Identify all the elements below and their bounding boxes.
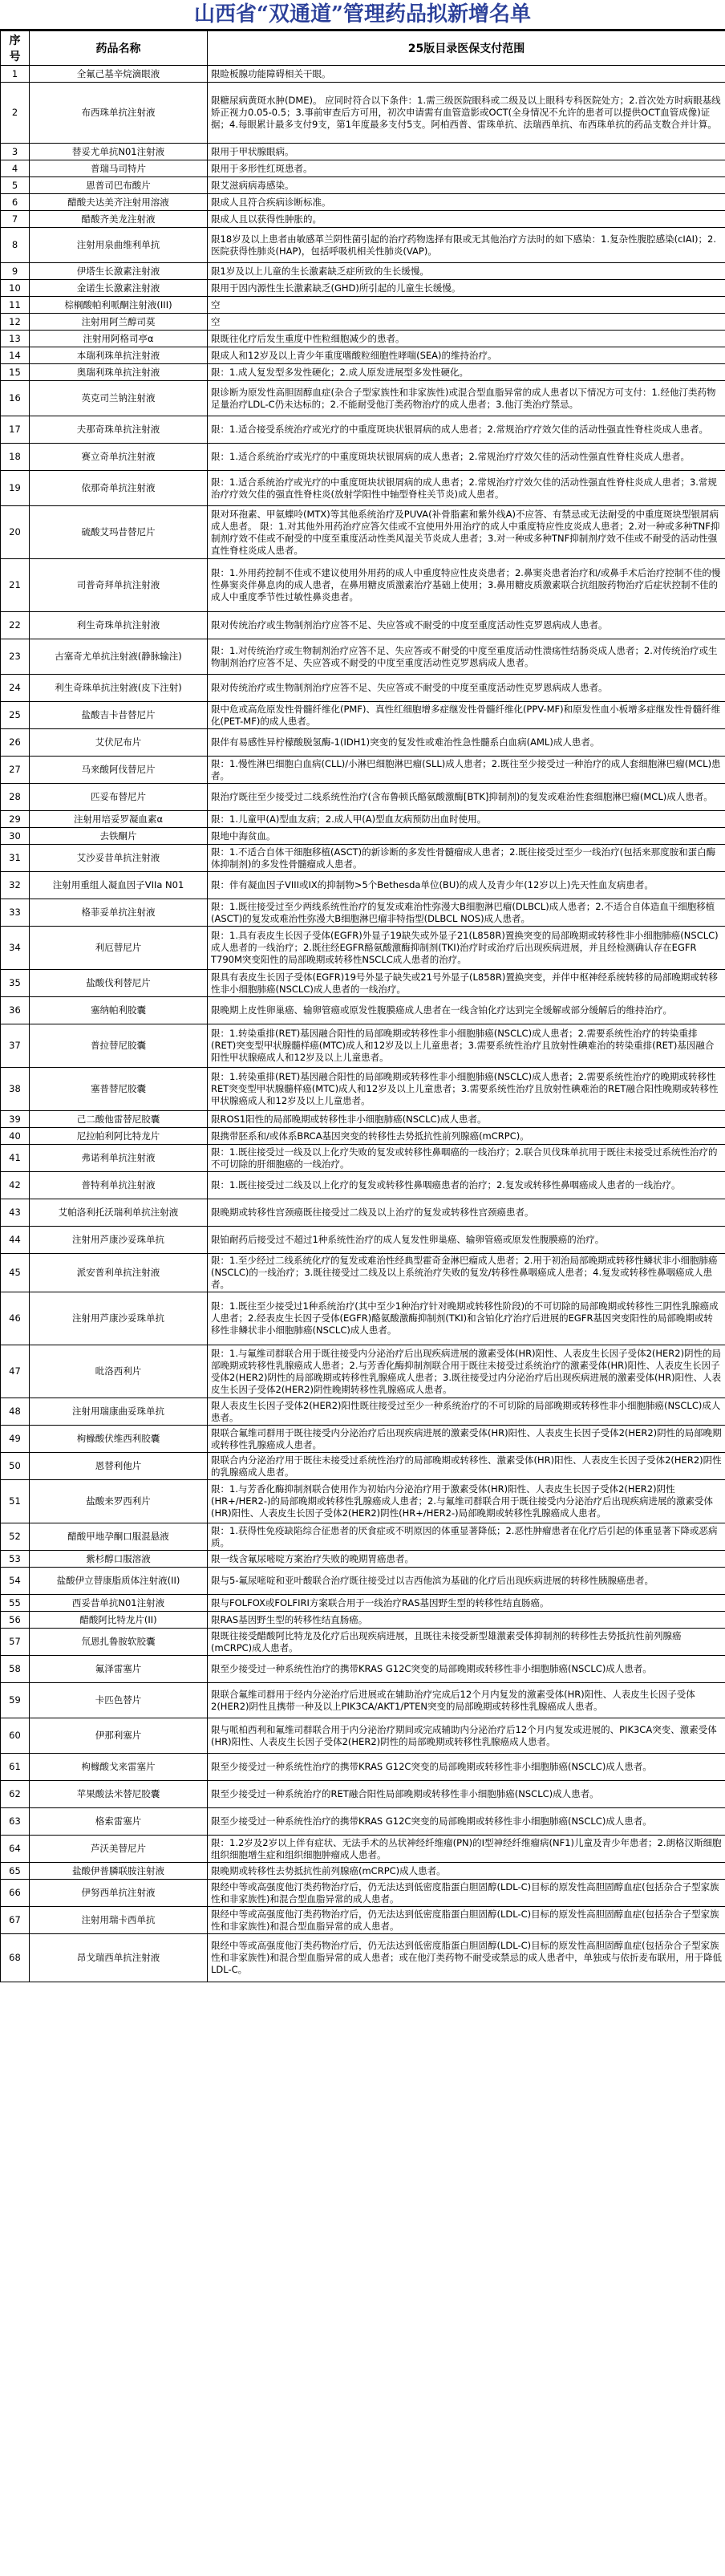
- drug-name: 苹果酸法米替尼胶囊: [30, 1781, 208, 1808]
- payment-scope: 限对传统治疗或生物制剂治疗应答不足、失应答或不耐受的中度至重度活动性克罗恩病成人患者。: [208, 675, 725, 702]
- table-row: [1, 416, 725, 444]
- row-seq: 46: [1, 1292, 30, 1345]
- row-seq: 43: [1, 1199, 30, 1227]
- table-row: [1, 1754, 725, 1781]
- row-seq: 53: [1, 1551, 30, 1568]
- table-row: [1, 1111, 725, 1128]
- drug-name: 去铁酮片: [30, 828, 208, 845]
- table-row: [1, 757, 725, 784]
- table-row: [1, 444, 725, 471]
- row-seq: 60: [1, 1718, 30, 1754]
- row-seq: 35: [1, 970, 30, 997]
- payment-scope: 限与FOLFOX或FOLFIRI方案联合用于一线治疗RAS基因野生型的转移性结直肠癌。: [208, 1595, 725, 1612]
- row-seq: 25: [1, 702, 30, 729]
- row-seq: 37: [1, 1024, 30, 1068]
- drug-name: 伊努西单抗注射液: [30, 1880, 208, 1907]
- drug-name: 昂戈瑞西单抗注射液: [30, 1934, 208, 1982]
- drug-name: 格索雷塞片: [30, 1808, 208, 1836]
- table-row: [1, 1836, 725, 1863]
- table-row: [1, 263, 725, 280]
- payment-scope: 限成人且符合疾病诊断标准。: [208, 194, 725, 211]
- drug-name: 普拉替尼胶囊: [30, 1024, 208, 1068]
- drug-name: 氘恩扎鲁胺软胶囊: [30, 1629, 208, 1656]
- row-seq: 20: [1, 506, 30, 559]
- payment-scope: 限：1.既往接受过至少两线系统性治疗的复发或难治性弥漫大B细胞淋巴瘤(DLBCL)成人患者；2.不适合自体造血干细胞移植(ASCT)的复发或难治性弥漫大B细胞淋巴瘤非特指型(DLBCL NOS)成人患者。: [208, 899, 725, 927]
- drug-name: 盐酸伊普膦联胺注射液: [30, 1863, 208, 1880]
- payment-scope: 限睑板腺功能障碍相关干眼。: [208, 66, 725, 83]
- row-seq: 52: [1, 1523, 30, 1551]
- row-seq: 63: [1, 1808, 30, 1836]
- table-row: [1, 506, 725, 559]
- payment-scope: 限：1.适合系统治疗或光疗的中重度斑块状银屑病的成人患者；2.常规治疗疗效欠佳的活动性强直性脊柱炎成人患者。: [208, 444, 725, 471]
- table-row: [1, 1172, 725, 1199]
- drug-name: 塞普替尼胶囊: [30, 1068, 208, 1111]
- row-seq: 21: [1, 559, 30, 612]
- drug-name: 注射用瑞卡西单抗: [30, 1907, 208, 1934]
- table-row: [1, 211, 725, 228]
- payment-scope: 限联合氟维司群用于经内分泌治疗后进展或在辅助治疗完成后12个月内复发的激素受体(HR)阳性、人表皮生长因子受体2(HER2)阴性且携带一种及以上PIK3CA/AKT1/PTEN突变的局部晚期或转移性乳腺癌成人患者。: [208, 1683, 725, 1718]
- row-seq: 32: [1, 872, 30, 899]
- drug-name: 利生奇珠单抗注射液: [30, 612, 208, 639]
- drug-name: 伊那利塞片: [30, 1718, 208, 1754]
- drug-name: 盐酸来罗西利片: [30, 1480, 208, 1523]
- table-row: [1, 331, 725, 347]
- row-seq: 67: [1, 1907, 30, 1934]
- payment-scope: 限诊断为原发性高胆固醇血症(杂合子型家族性和非家族性)或混合型血脂异常的成人患者以下情况方可支付：1.经他汀类药物足量治疗LDL-C仍未达标的；2.不能耐受他汀类药物治疗的成人患者；3.他汀类治疗禁忌。: [208, 381, 725, 416]
- payment-scope: 限：1.既往至少接受过1种系统治疗(其中至少1种治疗针对晚期或转移性阶段)的不可切除的局部晚期或转移性三阴性乳腺癌成人患者；2.经表皮生长因子受体(EGFR)酪氨酸激酶抑制剂(TKI)和含铂化疗治疗后进展的EGFR基因突变阳性的局部晚期或转移性非鳞状非小细胞肺癌(NSCLC)成人患者。: [208, 1292, 725, 1345]
- drug-name: 艾沙妥昔单抗注射液: [30, 845, 208, 872]
- drug-name: 注射用重组人凝血因子VIIa N01: [30, 872, 208, 899]
- table-row: [1, 1145, 725, 1172]
- row-seq: 57: [1, 1629, 30, 1656]
- row-seq: 48: [1, 1398, 30, 1426]
- drug-name: 醋酸齐美龙注射液: [30, 211, 208, 228]
- row-seq: 3: [1, 144, 30, 160]
- payment-scope: 限携带胚系和/或体系BRCA基因突变的转移性去势抵抗性前列腺癌(mCRPC)。: [208, 1128, 725, 1145]
- payment-scope: 限：1.既往接受过一线及以上化疗失败的复发或转移性鼻咽癌的一线治疗；2.联合贝伐珠单抗用于既往未接受过系统性治疗的不可切除的肝细胞癌的一线治疗。: [208, 1145, 725, 1172]
- table-row: [1, 828, 725, 845]
- payment-scope: 限对环孢素、甲氨蝶呤(MTX)等其他系统治疗及PUVA(补骨脂素和紫外线A)不应答、有禁忌或无法耐受的中重度斑块型银屑病成人患者。 限：1.对其他外用药治疗应答欠佳或不宜使用外用治疗的成人中重度特应性皮炎成人患者；2.对一种或多种TNF抑制剂疗效不佳或不耐受的中度至重度活动性类风湿关节炎成人患者；3.对一种或多种TNF抑制剂疗效不佳或不耐受的活动性强直性脊柱炎成人患者。: [208, 506, 725, 559]
- row-seq: 56: [1, 1612, 30, 1629]
- drug-list-table: [0, 30, 725, 1982]
- drug-name: 塞纳帕利胶囊: [30, 997, 208, 1024]
- payment-scope: 限：1.对传统治疗或生物制剂治疗应答不足、失应答或不耐受的中度至重度活动性溃疡性结肠炎成人患者；2.对传统治疗或生物制剂治疗应答不足、失应答或不耐受的中度至重度活动性克罗恩病成人患者。: [208, 639, 725, 675]
- table-row: [1, 194, 725, 211]
- drug-name: 依那奇单抗注射液: [30, 471, 208, 506]
- drug-name: 布西珠单抗注射液: [30, 83, 208, 144]
- row-seq: 15: [1, 364, 30, 381]
- header-seq: 序号: [1, 31, 30, 66]
- table-row: [1, 347, 725, 364]
- payment-scope: 空: [208, 297, 725, 314]
- drug-name: 奥瑞利珠单抗注射液: [30, 364, 208, 381]
- drug-name: 匹妥布替尼片: [30, 784, 208, 811]
- row-seq: 23: [1, 639, 30, 675]
- table-row: [1, 559, 725, 612]
- table-row: [1, 1480, 725, 1523]
- row-seq: 7: [1, 211, 30, 228]
- drug-name: 盐酸伊立替康脂质体注射液(II): [30, 1568, 208, 1595]
- payment-scope: 限至少接受过一种系统治疗的RET融合阳性局部晚期或转移性非小细胞肺癌(NSCLC)成人患者。: [208, 1781, 725, 1808]
- drug-name: 艾帕洛利托沃瑞利单抗注射液: [30, 1199, 208, 1227]
- table-row: [1, 1808, 725, 1836]
- row-seq: 50: [1, 1453, 30, 1480]
- table-row: [1, 280, 725, 297]
- row-seq: 65: [1, 1863, 30, 1880]
- header-drug-name: 药品名称: [30, 31, 208, 66]
- drug-name: 己二酸他雷替尼胶囊: [30, 1111, 208, 1128]
- drug-name: 枸橼酸伏维西利胶囊: [30, 1426, 208, 1453]
- payment-scope: 限经中等或高强度他汀类药物治疗后，仍无法达到低密度脂蛋白胆固醇(LDL-C)目标的原发性高胆固醇血症(包括杂合子型家族性和非家族性)和混合型血脂异常的成人患者。: [208, 1880, 725, 1907]
- payment-scope: 限至少接受过一种系统性治疗的携带KRAS G12C突变的局部晚期或转移性非小细胞肺癌(NSCLC)成人患者。: [208, 1754, 725, 1781]
- drug-name: 伊塔生长激素注射液: [30, 263, 208, 280]
- drug-name: 吡洛西利片: [30, 1345, 208, 1398]
- table-row: [1, 1907, 725, 1934]
- payment-scope: 限伴有易感性异柠檬酸脱氢酶-1(IDH1)突变的复发性或难治性急性髓系白血病(AML)成人患者。: [208, 729, 725, 757]
- payment-scope: 限用于甲状腺眼病。: [208, 144, 725, 160]
- payment-scope: 限：1.儿童甲(A)型血友病；2.成人甲(A)型血友病预防出血时使用。: [208, 811, 725, 828]
- payment-scope: 限：1.转染重排(RET)基因融合阳性的局部晚期或转移性非小细胞肺癌(NSCLC)成人患者；2.需要系统性治疗的转染重排(RET)突变型甲状腺髓样癌(MTC)成人和12岁及以上儿童患者；3.需要系统性治疗且放射性碘难治的转染重排(RET)基因融合阳性甲状腺癌成人和12岁及以上儿童患者。: [208, 1024, 725, 1068]
- payment-scope: 限：1.既往接受过二线及以上化疗的复发或转移性鼻咽癌患者的治疗；2.复发或转移性鼻咽癌成人患者的一线治疗。: [208, 1172, 725, 1199]
- page-title: 山西省“双通道”管理药品拟新增名单: [0, 0, 725, 30]
- table-row: [1, 1612, 725, 1629]
- row-seq: 58: [1, 1656, 30, 1683]
- row-seq: 1: [1, 66, 30, 83]
- payment-scope: 限：1.适合接受系统治疗或光疗的中重度斑块状银屑病的成人患者；2.常规治疗疗效欠佳的活动性强直性脊柱炎成人患者。: [208, 416, 725, 444]
- payment-scope: 限晚期或转移性宫颈癌既往接受过二线及以上治疗的复发或转移性宫颈癌患者。: [208, 1199, 725, 1227]
- row-seq: 64: [1, 1836, 30, 1863]
- drug-name: 氟泽雷塞片: [30, 1656, 208, 1683]
- payment-scope: 限18岁及以上患者由敏感革兰阴性菌引起的治疗药物选择有限或无其他治疗方法时的如下感染：1.复杂性腹腔感染(cIAI)；2.医院获得性肺炎(HAP)，包括呼吸机相关性肺炎(VAP)。: [208, 228, 725, 263]
- payment-scope: 空: [208, 314, 725, 331]
- drug-name: 利生奇珠单抗注射液(皮下注射): [30, 675, 208, 702]
- drug-name: 注射用泉曲维利单抗: [30, 228, 208, 263]
- table-row: [1, 899, 725, 927]
- table-row: [1, 612, 725, 639]
- row-seq: 2: [1, 83, 30, 144]
- table-row: [1, 381, 725, 416]
- payment-scope: 限与哌柏西利和氟维司群联合用于内分泌治疗期间或完成辅助内分泌治疗后12个月内复发或进展的、PIK3CA突变、激素受体(HR)阳性、人表皮生长因子受体2(HER2)阴性的局部晚期或转移性乳腺癌成人患者。: [208, 1718, 725, 1754]
- table-row: [1, 1128, 725, 1145]
- table-row: [1, 927, 725, 970]
- drug-name: 金诺生长激素注射液: [30, 280, 208, 297]
- drug-name: 枸橼酸戈来雷塞片: [30, 1754, 208, 1781]
- row-seq: 45: [1, 1254, 30, 1292]
- payment-scope: 限铂耐药后接受过不超过1种系统性治疗的成人复发性卵巢癌、输卵管癌或原发性腹膜癌的治疗。: [208, 1227, 725, 1254]
- drug-name: 普特利单抗注射液: [30, 1172, 208, 1199]
- payment-scope: 限既往化疗后发生重度中性粒细胞减少的患者。: [208, 331, 725, 347]
- payment-scope: 限地中海贫血。: [208, 828, 725, 845]
- row-seq: 49: [1, 1426, 30, 1453]
- payment-scope: 限成人和12岁及以上青少年重度嗜酸粒细胞性哮喘(SEA)的维持治疗。: [208, 347, 725, 364]
- table-row: [1, 1292, 725, 1345]
- drug-name: 弗诺利单抗注射液: [30, 1145, 208, 1172]
- table-row: [1, 314, 725, 331]
- payment-scope: 限与5-氟尿嘧啶和亚叶酸联合治疗既往接受过以吉西他滨为基础的化疗后出现疾病进展的转移性胰腺癌患者。: [208, 1568, 725, 1595]
- row-seq: 6: [1, 194, 30, 211]
- payment-scope: 限治疗既往至少接受过二线系统性治疗(含布鲁顿氏酪氨酸激酶[BTK]抑制剂)的复发或难治性套细胞淋巴瘤(MCL)成人患者。: [208, 784, 725, 811]
- table-row: [1, 1781, 725, 1808]
- drug-name: 注射用阿格司亭α: [30, 331, 208, 347]
- row-seq: 42: [1, 1172, 30, 1199]
- drug-name: 赛立奇单抗注射液: [30, 444, 208, 471]
- payment-scope: 限联合氟维司群用于既往接受内分泌治疗后出现疾病进展的激素受体(HR)阳性、人表皮生长因子受体2(HER2)阴性的局部晚期或转移性乳腺癌成人患者。: [208, 1426, 725, 1453]
- table-row: [1, 997, 725, 1024]
- drug-name: 注射用瑞康曲妥珠单抗: [30, 1398, 208, 1426]
- table-row: [1, 471, 725, 506]
- drug-name: 艾伏尼布片: [30, 729, 208, 757]
- table-row: [1, 1880, 725, 1907]
- row-seq: 59: [1, 1683, 30, 1718]
- table-row: [1, 228, 725, 263]
- drug-name: 醋酸夫达美齐注射用溶液: [30, 194, 208, 211]
- table-row: [1, 1068, 725, 1111]
- payment-scope: 限：1.慢性淋巴细胞白血病(CLL)/小淋巴细胞淋巴瘤(SLL)成人患者；2.既往至少接受过一种治疗的成人套细胞淋巴瘤(MCL)患者。: [208, 757, 725, 784]
- table-row: [1, 675, 725, 702]
- drug-name: 硫酸艾玛昔替尼片: [30, 506, 208, 559]
- payment-scope: 限：1.转染重排(RET)基因融合阳性的局部晚期或转移性非小细胞肺癌(NSCLC)成人患者；2.需要系统性治疗的晚期或转移性RET突变型甲状腺髓样癌(MTC)成人和12岁及以上儿童患者；3.需要系统性治疗且放射性碘难治的RET融合阳性晚期或转移性甲状腺癌成人和12岁及以上儿童患者。: [208, 1068, 725, 1111]
- payment-scope: 限人表皮生长因子受体2(HER2)阳性既往接受过至少一种系统治疗的不可切除的局部晚期或转移性非小细胞肺癌(NSCLC)成人患者。: [208, 1398, 725, 1426]
- drug-name: 注射用芦康沙妥珠单抗: [30, 1227, 208, 1254]
- payment-scope: 限：1.至少经过二线系统化疗的复发或难治性经典型霍奇金淋巴瘤成人患者；2.用于初治局部晚期或转移性鳞状非小细胞肺癌(NSCLC)的一线治疗；3.既往接受过二线及以上系统治疗失败的复发/转移性鼻咽癌成人患者；4.复发或转移性鼻咽癌成人患者。: [208, 1254, 725, 1292]
- row-seq: 54: [1, 1568, 30, 1595]
- table-row: [1, 1683, 725, 1718]
- drug-name: 卡匹色替片: [30, 1683, 208, 1718]
- table-row: [1, 83, 725, 144]
- row-seq: 41: [1, 1145, 30, 1172]
- drug-name: 格菲妥单抗注射液: [30, 899, 208, 927]
- row-seq: 8: [1, 228, 30, 263]
- drug-name: 紫杉醇口服溶液: [30, 1551, 208, 1568]
- payment-scope: 限艾滋病病毒感染。: [208, 177, 725, 194]
- row-seq: 14: [1, 347, 30, 364]
- table-row: [1, 1629, 725, 1656]
- table-row: [1, 1426, 725, 1453]
- row-seq: 27: [1, 757, 30, 784]
- row-seq: 11: [1, 297, 30, 314]
- payment-scope: 限：1.与芳香化酶抑制剂联合使用作为初始内分泌治疗用于激素受体(HR)阳性、人表皮生长因子受体2(HER2)阴性(HR+/HER2-)的局部晚期或转移性乳腺癌成人患者；2.与氟维司群联合用于既往接受内分泌治疗后出现疾病进展的激素受体(HR)阳性、人表皮生长因子受体2(HER2)阴性(HR+/HER2-)局部晚期或转移性乳腺癌成人患者。: [208, 1480, 725, 1523]
- row-seq: 44: [1, 1227, 30, 1254]
- payment-scope: 限至少接受过一种系统性治疗的携带KRAS G12C突变的局部晚期或转移性非小细胞肺癌(NSCLC)成人患者。: [208, 1656, 725, 1683]
- drug-name: 司普奇拜单抗注射液: [30, 559, 208, 612]
- payment-scope: 限经中等或高强度他汀类药物治疗后，仍无法达到低密度脂蛋白胆固醇(LDL-C)目标的原发性高胆固醇血症(包括杂合子型家族性和非家族性)和混合型血脂异常的成人患者。: [208, 1907, 725, 1934]
- table-row: [1, 970, 725, 997]
- row-seq: 33: [1, 899, 30, 927]
- row-seq: 30: [1, 828, 30, 845]
- drug-name: 注射用芦康沙妥珠单抗: [30, 1292, 208, 1345]
- drug-name: 马来酸阿伐替尼片: [30, 757, 208, 784]
- table-row: [1, 1934, 725, 1982]
- row-seq: 18: [1, 444, 30, 471]
- payment-scope: 限：1.适合系统治疗或光疗的中重度斑块状银屑病的成人患者；2.常规治疗疗效欠佳的活动性强直性脊柱炎成人患者；3.常规治疗疗效欠佳的强直性脊柱炎(放射学阳性中轴型脊柱关节炎)成人患者。: [208, 471, 725, 506]
- row-seq: 62: [1, 1781, 30, 1808]
- payment-scope: 限：1.具有表皮生长因子受体(EGFR)外显子19缺失或外显子21(L858R)置换突变的局部晚期或转移性非小细胞肺癌(NSCLC)成人患者的一线治疗；2.既往经EGFR酪氨酸激酶抑制剂(TKI)治疗时或治疗后出现疾病进展，并且经检测确认存在EGFR T790M突变阳性的局部晚期或转移性NSCLC成人患者的治疗。: [208, 927, 725, 970]
- table-row: [1, 1453, 725, 1480]
- drug-name: 本瑞利珠单抗注射液: [30, 347, 208, 364]
- row-seq: 66: [1, 1880, 30, 1907]
- payment-scope: 限对传统治疗或生物制剂治疗应答不足、失应答或不耐受的中度至重度活动性克罗恩病成人患者。: [208, 612, 725, 639]
- row-seq: 17: [1, 416, 30, 444]
- drug-name: 恩普司巴布酸片: [30, 177, 208, 194]
- row-seq: 68: [1, 1934, 30, 1982]
- table-row: [1, 845, 725, 872]
- drug-name: 注射用培妥罗凝血素α: [30, 811, 208, 828]
- table-row: [1, 702, 725, 729]
- table-row: [1, 144, 725, 160]
- drug-name: 醋酸阿比特龙片(II): [30, 1612, 208, 1629]
- table-row: [1, 811, 725, 828]
- row-seq: 34: [1, 927, 30, 970]
- payment-scope: 限糖尿病黄斑水肿(DME)。 应同时符合以下条件：1.需三级医院眼科或二级及以上眼科专科医院处方；2.首次处方时病眼基线矫正视力0.05-0.5；3.事前审查后方可用，初次申请需有血管造影或OCT(全身情况不允许的患者可以提供OCT血管成像)证据；4.每眼累计最多支付9支，第1年度最多支付5支。阿柏西普、雷珠单抗、法瑞西单抗、布西珠单抗的药品支数合并计算。: [208, 83, 725, 144]
- row-seq: 29: [1, 811, 30, 828]
- drug-name: 英克司兰钠注射液: [30, 381, 208, 416]
- table-row: [1, 66, 725, 83]
- header-payment-scope: 25版目录医保支付范围: [208, 31, 725, 66]
- row-seq: 5: [1, 177, 30, 194]
- payment-scope: 限中危或高危原发性骨髓纤维化(PMF)、真性红细胞增多症继发性骨髓纤维化(PPV-MF)和原发性血小板增多症继发性骨髓纤维化(PET-MF)的成人患者。: [208, 702, 725, 729]
- payment-scope: 限：1.获得性免疫缺陷综合征患者的厌食症或不明原因的体重显著降低；2.恶性肿瘤患者在化疗后引起的体重显著下降或恶病质。: [208, 1523, 725, 1551]
- payment-scope: 限成人且以获得性肿胀的。: [208, 211, 725, 228]
- drug-name: 西妥昔单抗N01注射液: [30, 1595, 208, 1612]
- table-row: [1, 1254, 725, 1292]
- drug-name: 恩替利他片: [30, 1453, 208, 1480]
- row-seq: 31: [1, 845, 30, 872]
- payment-scope: 限经中等或高强度他汀类药物治疗后，仍无法达到低密度脂蛋白胆固醇(LDL-C)目标的原发性高胆固醇血症(包括杂合子型家族性和非家族性)和混合型血脂异常的成人患者；或在他汀类药物不耐受或禁忌的成人患者中，单独或与依折麦布联用，用于降低LDL-C。: [208, 1934, 725, 1982]
- row-seq: 61: [1, 1754, 30, 1781]
- table-header-row: [1, 31, 725, 66]
- row-seq: 36: [1, 997, 30, 1024]
- table-row: [1, 177, 725, 194]
- table-row: [1, 1863, 725, 1880]
- table-row: [1, 1523, 725, 1551]
- table-row: [1, 160, 725, 177]
- row-seq: 51: [1, 1480, 30, 1523]
- table-row: [1, 1398, 725, 1426]
- drug-name: 普瑞马司特片: [30, 160, 208, 177]
- table-row: [1, 1568, 725, 1595]
- drug-name: 利厄替尼片: [30, 927, 208, 970]
- payment-scope: 限用于多形性红斑患者。: [208, 160, 725, 177]
- row-seq: 19: [1, 471, 30, 506]
- table-row: [1, 1227, 725, 1254]
- payment-scope: 限1岁及以上儿童的生长激素缺乏症所致的生长缓慢。: [208, 263, 725, 280]
- row-seq: 47: [1, 1345, 30, 1398]
- table-row: [1, 872, 725, 899]
- row-seq: 9: [1, 263, 30, 280]
- payment-scope: 限晚期或转移性去势抵抗性前列腺癌(mCRPC)成人患者。: [208, 1863, 725, 1880]
- payment-scope: 限一线含氟尿嘧啶方案治疗失败的晚期胃癌患者。: [208, 1551, 725, 1568]
- table-row: [1, 1718, 725, 1754]
- payment-scope: 限：1.成人复发型多发性硬化；2.成人原发进展型多发性硬化。: [208, 364, 725, 381]
- drug-name: 替妥尤单抗N01注射液: [30, 144, 208, 160]
- table-row: [1, 1199, 725, 1227]
- table-row: [1, 297, 725, 314]
- row-seq: 13: [1, 331, 30, 347]
- payment-scope: 限ROS1阳性的局部晚期或转移性非小细胞肺癌(NSCLC)成人患者。: [208, 1111, 725, 1128]
- table-row: [1, 1551, 725, 1568]
- row-seq: 12: [1, 314, 30, 331]
- payment-scope: 限：1.与氟维司群联合用于既往接受内分泌治疗后出现疾病进展的激素受体(HR)阳性、人表皮生长因子受体2(HER2)阴性的局部晚期或转移性乳腺癌成人患者；2.与芳香化酶抑制剂联合用于既往未接受过系统治疗的激素受体(HR)阳性、人表皮生长因子受体2(HER2)阴性的局部晚期或转移性乳腺癌成人患者；3.既往接受过内分泌治疗后出现疾病进展的激素受体(HR)阳性、人表皮生长因子受体2(HER2)阴性晚期转移性乳腺癌成人患者。: [208, 1345, 725, 1398]
- drug-name: 醋酸甲地孕酮口服混悬液: [30, 1523, 208, 1551]
- payment-scope: 限晚期上皮性卵巢癌、输卵管癌或原发性腹膜癌成人患者在一线含铂化疗达到完全缓解或部分缓解后的维持治疗。: [208, 997, 725, 1024]
- drug-name: 盐酸伐利替尼片: [30, 970, 208, 997]
- payment-scope: 限具有表皮生长因子受体(EGFR)19号外显子缺失或21号外显子(L858R)置换突变，并伴中枢神经系统转移的局部晚期或转移性非小细胞肺癌(NSCLC)成人患者的一线治疗。: [208, 970, 725, 997]
- drug-name: 尼拉帕利阿比特龙片: [30, 1128, 208, 1145]
- row-seq: 55: [1, 1595, 30, 1612]
- payment-scope: 限至少接受过一种系统性治疗的携带KRAS G12C突变的局部晚期或转移性非小细胞肺癌(NSCLC)成人患者。: [208, 1808, 725, 1836]
- drug-name: 全氟己基辛烷滴眼液: [30, 66, 208, 83]
- table-row: [1, 1656, 725, 1683]
- drug-name: 芦沃美替尼片: [30, 1836, 208, 1863]
- row-seq: 39: [1, 1111, 30, 1128]
- table-row: [1, 1345, 725, 1398]
- payment-scope: 限RAS基因野生型的转移性结直肠癌。: [208, 1612, 725, 1629]
- row-seq: 22: [1, 612, 30, 639]
- drug-name: 古塞奇尤单抗注射液(静脉输注): [30, 639, 208, 675]
- row-seq: 28: [1, 784, 30, 811]
- drug-name: 棕榈酸帕利哌酮注射液(III): [30, 297, 208, 314]
- drug-name: 盐酸吉卡昔替尼片: [30, 702, 208, 729]
- table-row: [1, 784, 725, 811]
- table-row: [1, 729, 725, 757]
- table-row: [1, 1024, 725, 1068]
- table-row: [1, 364, 725, 381]
- row-seq: 40: [1, 1128, 30, 1145]
- payment-scope: 限：1.不适合自体干细胞移植(ASCT)的新诊断的多发性骨髓瘤成人患者；2.既往接受过至少一线治疗(包括来那度胺和蛋白酶体抑制剂)的多发性骨髓瘤成人患者。: [208, 845, 725, 872]
- row-seq: 16: [1, 381, 30, 416]
- payment-scope: 限：伴有凝血因子VIII或IX的抑制物>5个Bethesda单位(BU)的成人及青少年(12岁以上)先天性血友病患者。: [208, 872, 725, 899]
- table-row: [1, 639, 725, 675]
- payment-scope: 限用于因内源性生长激素缺乏(GHD)所引起的儿童生长缓慢。: [208, 280, 725, 297]
- row-seq: 26: [1, 729, 30, 757]
- table-row: [1, 1595, 725, 1612]
- row-seq: 10: [1, 280, 30, 297]
- row-seq: 24: [1, 675, 30, 702]
- drug-name: 派安普利单抗注射液: [30, 1254, 208, 1292]
- row-seq: 4: [1, 160, 30, 177]
- payment-scope: 限既往接受醋酸阿比特龙及化疗后出现疾病进展，且既往未接受新型雄激素受体抑制剂的转移性去势抵抗性前列腺癌(mCRPC)成人患者。: [208, 1629, 725, 1656]
- payment-scope: 限：1.外用药控制不佳或不建议使用外用药的成人中重度特应性皮炎患者；2.鼻窦炎患者治疗和/或鼻手术后治疗控制不佳的慢性鼻窦炎伴鼻息肉的成人患者，在鼻用糖皮质激素治疗基础上使用；3.鼻用糖皮质激素联合抗组胺药物治疗后症状控制不佳的成人中重度季节性过敏性鼻炎患者。: [208, 559, 725, 612]
- payment-scope: 限联合内分泌治疗用于既往未接受过系统性治疗的局部晚期或转移性、激素受体(HR)阳性、人表皮生长因子受体2(HER2)阴性的乳腺癌成人患者。: [208, 1453, 725, 1480]
- drug-name: 夫那奇珠单抗注射液: [30, 416, 208, 444]
- row-seq: 38: [1, 1068, 30, 1111]
- drug-name: 注射用阿兰醇司莫: [30, 314, 208, 331]
- payment-scope: 限：1.2岁及2岁以上伴有症状、无法手术的丛状神经纤维瘤(PN)的I型神经纤维瘤病(NF1)儿童及青少年患者；2.朗格汉斯细胞组织细胞增生症和组织细胞肿瘤成人患者。: [208, 1836, 725, 1863]
